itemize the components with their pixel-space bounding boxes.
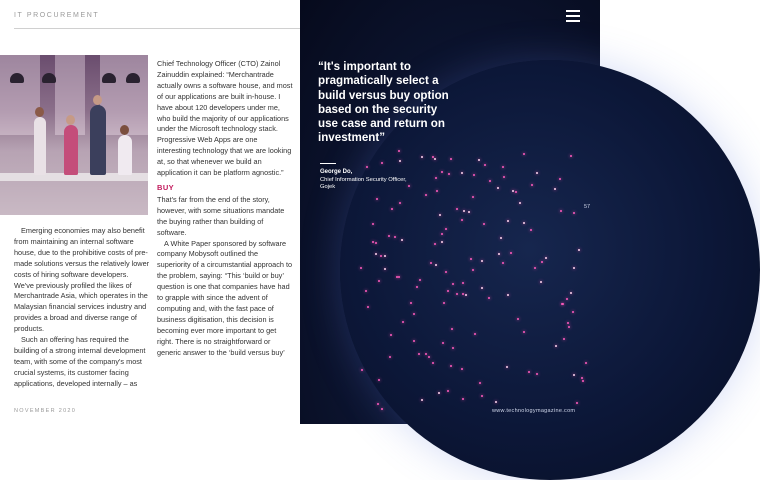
city-light xyxy=(536,172,538,174)
city-light xyxy=(365,290,367,292)
website-url[interactable]: www.technologymagazine.com xyxy=(492,408,576,414)
city-light xyxy=(465,294,467,296)
city-light xyxy=(372,223,374,225)
city-light xyxy=(428,356,430,358)
city-light xyxy=(503,176,505,178)
city-light xyxy=(506,366,508,368)
city-light xyxy=(540,281,542,283)
city-light xyxy=(545,257,547,259)
section-label: IT PROCUREMENT xyxy=(14,12,100,19)
page-number-left: 56 xyxy=(4,260,10,266)
city-light xyxy=(380,255,382,257)
city-light xyxy=(560,210,562,212)
city-light xyxy=(441,241,443,243)
city-light xyxy=(507,220,509,222)
city-light xyxy=(563,338,565,340)
city-light xyxy=(566,298,568,300)
menu-icon[interactable] xyxy=(566,10,580,25)
city-light xyxy=(367,306,369,308)
city-light xyxy=(498,253,500,255)
paragraph: Emerging economies may also benefit from maintaining an internal software house, due to the prohibitive costs of pre-made solutions versus the relatively lower costs of hiring software developers. We've previously profiled the likes of Merchantrade Asia, which operates in the Malaysian financial services industry and provides a broad and diverse range of products. xyxy=(14,226,150,334)
city-light xyxy=(515,191,517,193)
city-light xyxy=(572,311,574,313)
city-light xyxy=(378,280,380,282)
city-light xyxy=(479,382,481,384)
city-light xyxy=(450,365,452,367)
city-light xyxy=(500,237,502,239)
city-light xyxy=(399,202,401,204)
city-light xyxy=(502,262,504,264)
city-light xyxy=(461,368,463,370)
paragraph: Such an offering has required the building of a strong internal development team, with some of the company's most crucial systems, its customer facing applications, developed internally – as xyxy=(14,335,146,388)
subheading-buy: BUY xyxy=(157,182,175,192)
pull-quote: “It's important to pragmatically select a build versus buy option based on the security use case and return on investment” xyxy=(318,60,449,145)
quote-company: Gojek xyxy=(320,184,336,191)
office-team-photo xyxy=(0,55,148,266)
city-light xyxy=(418,353,420,355)
city-light xyxy=(462,282,464,284)
city-light xyxy=(585,362,587,364)
city-light xyxy=(434,158,436,160)
city-light xyxy=(394,236,396,238)
city-light xyxy=(416,286,418,288)
quote-author: George Do, xyxy=(320,169,353,175)
paragraph: A White Paper sponsored by software company Mobysoft outlined the superiority of a circumstantial approach to the problem, saying: “This ‘build or buy’ question is one that companies have had to grapple with since the advent of computing and, with the fast pace of business digitisation, this decision is becoming ever more important to get right. There is no straightforward or generic answer to the ‘build versus buy’ xyxy=(157,238,293,357)
city-light xyxy=(489,180,491,182)
city-light xyxy=(512,190,514,192)
quote-rule xyxy=(320,163,336,164)
city-light xyxy=(554,188,556,190)
city-light xyxy=(399,160,401,162)
city-light xyxy=(381,408,383,410)
city-light xyxy=(567,322,569,324)
city-light xyxy=(438,392,440,394)
header-rule xyxy=(14,28,300,29)
paragraph: Chief Technology Officer (CTO) Zainol Zainuddin explained: “Merchantrade actually owns a software house, and most of our applications are built in-house. I have about 120 developers under me, who build the majority of our applications under the Microsoft technology stack. Progressive Web Apps are one interesting technology that we are looking at, so that whenever we build an application it can be platform agnostic.” xyxy=(157,59,293,178)
city-light xyxy=(435,264,437,266)
issue-date: NOVEMBER 2020 xyxy=(14,408,77,414)
city-light xyxy=(573,267,575,269)
city-light xyxy=(528,371,530,373)
quote-attribution xyxy=(320,169,440,192)
city-light xyxy=(396,276,398,278)
city-light xyxy=(378,379,380,381)
city-light xyxy=(388,235,390,237)
city-light xyxy=(445,228,447,230)
city-light xyxy=(523,222,525,224)
city-light xyxy=(573,374,575,376)
city-light xyxy=(472,196,474,198)
city-light xyxy=(447,390,449,392)
city-light xyxy=(377,403,379,405)
page-number-right: 57 xyxy=(584,204,591,210)
city-light xyxy=(510,252,512,254)
city-light xyxy=(384,268,386,270)
city-light xyxy=(561,303,563,305)
city-light xyxy=(361,369,363,371)
city-light xyxy=(470,258,472,260)
city-light xyxy=(559,178,561,180)
text-column-1 xyxy=(14,226,150,390)
city-light xyxy=(461,219,463,221)
city-light xyxy=(517,318,519,320)
city-light xyxy=(462,293,464,295)
text-column-2 xyxy=(157,59,293,358)
quote-role: Chief Information Security Officer, xyxy=(320,176,407,183)
paragraph: That's far from the end of the story, however, with some situations mandate the buying rather than building of software. xyxy=(157,194,285,237)
